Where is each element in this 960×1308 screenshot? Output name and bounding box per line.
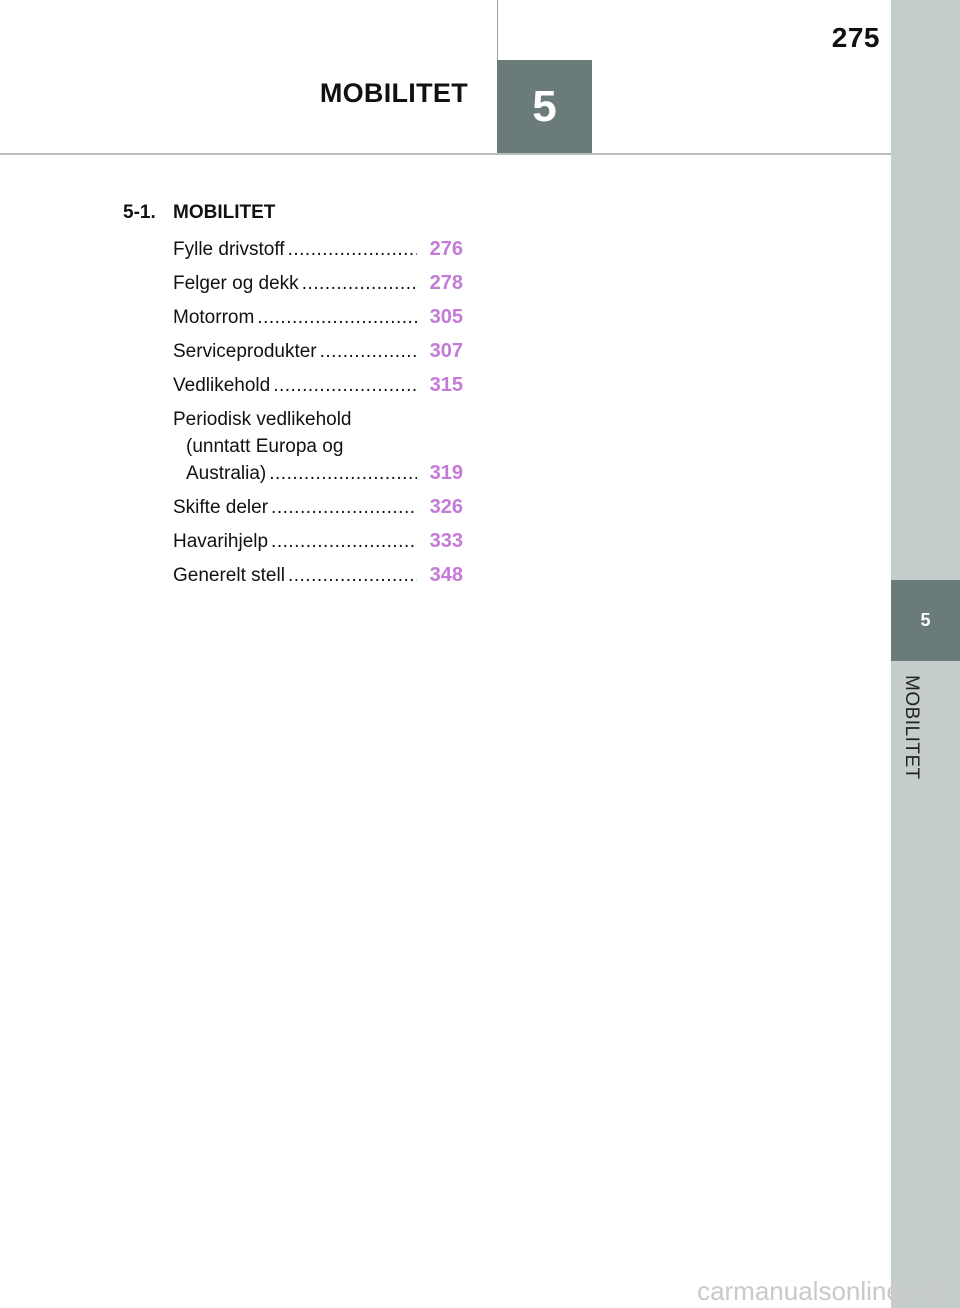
toc-page-link[interactable]: 326	[429, 496, 463, 518]
dot-leader	[320, 338, 417, 365]
toc-entry-title: Motorrom	[173, 307, 255, 328]
toc-page-link[interactable]: 307	[429, 340, 463, 362]
toc-entry[interactable]	[173, 338, 463, 365]
section-number: 5-1.	[123, 202, 156, 223]
chapter-number-box	[497, 60, 592, 153]
toc-page-link[interactable]: 276	[429, 238, 463, 260]
table-of-contents	[173, 236, 463, 596]
dot-leader	[288, 562, 417, 589]
toc-entry-title: Vedlikehold	[173, 375, 271, 396]
sidebar-tab-number: 5	[920, 610, 931, 630]
toc-entry-title: Felger og dekk	[173, 273, 299, 294]
header-divider-vertical	[497, 0, 498, 60]
toc-entry[interactable]	[173, 562, 463, 589]
dot-leader	[273, 372, 417, 399]
header-divider	[0, 153, 891, 155]
toc-page-link[interactable]: 278	[429, 272, 463, 294]
toc-entry[interactable]	[173, 304, 463, 331]
sidebar-chapter-label: MOBILITET	[901, 675, 922, 780]
dot-leader	[302, 270, 417, 297]
dot-leader	[269, 460, 417, 487]
page-number: 275	[831, 22, 880, 53]
section-title: MOBILITET	[173, 202, 276, 223]
dot-leader	[288, 236, 417, 263]
toc-entry[interactable]	[173, 528, 463, 555]
toc-page-link[interactable]: 348	[429, 564, 463, 586]
toc-entry-title: Skifte deler	[173, 497, 269, 518]
sidebar-chapter-tab[interactable]	[891, 580, 960, 661]
toc-entry-title-cont: Australia)	[186, 463, 267, 484]
toc-entry[interactable]	[173, 494, 463, 521]
toc-entry-title: Generelt stell	[173, 565, 285, 586]
toc-entry[interactable]	[173, 236, 463, 263]
toc-entry-title: Fylle drivstoff	[173, 239, 285, 260]
toc-entry[interactable]	[173, 406, 463, 487]
watermark: carmanualsonline.info	[697, 1276, 950, 1306]
toc-page-link[interactable]: 315	[429, 374, 463, 396]
toc-entry-title-cont: (unntatt Europa og	[186, 436, 344, 457]
toc-entry[interactable]	[173, 270, 463, 297]
dot-leader	[271, 494, 417, 521]
section-heading	[123, 202, 275, 224]
toc-entry-title: Havarihjelp	[173, 531, 269, 552]
dot-leader	[271, 528, 417, 555]
toc-page-link[interactable]: 319	[429, 462, 463, 484]
chapter-title: MOBILITET	[319, 78, 468, 108]
toc-entry[interactable]	[173, 372, 463, 399]
toc-page-link[interactable]: 333	[429, 530, 463, 552]
dot-leader	[257, 304, 417, 331]
toc-entry-title: Periodisk vedlikehold	[173, 409, 352, 430]
chapter-number: 5	[532, 81, 557, 131]
toc-page-link[interactable]: 305	[429, 306, 463, 328]
toc-entry-title: Serviceprodukter	[173, 341, 317, 362]
